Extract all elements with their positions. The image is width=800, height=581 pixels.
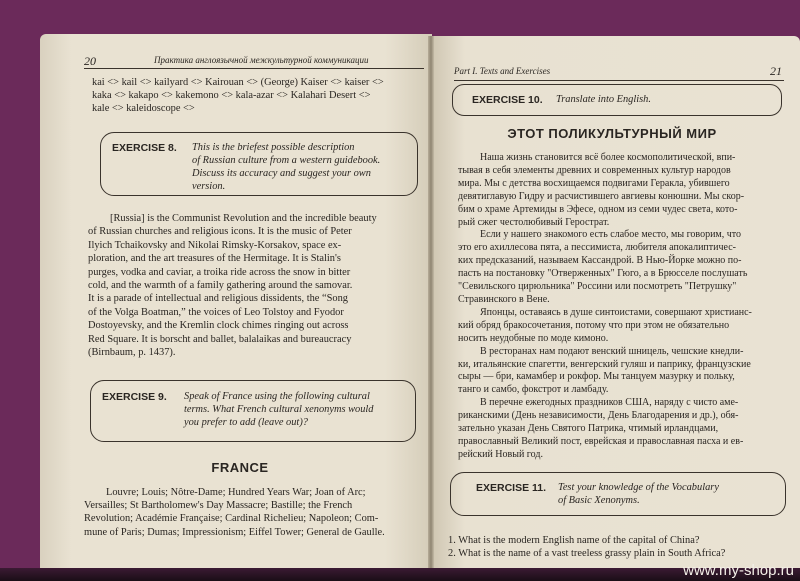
exercise-10-text: Translate into English. xyxy=(556,94,651,105)
right-running-head-title: Part I. Texts and Exercises xyxy=(454,66,551,76)
exercise-11-text: Test your knowledge of the Vocabulary of Basic Xenonyms. xyxy=(558,482,719,506)
left-page-number: 20 xyxy=(84,54,96,68)
black-fold-strip xyxy=(0,568,800,581)
intro-line: kale <> kaleidoscope <> xyxy=(92,103,195,115)
right-running-head xyxy=(454,66,784,81)
left-running-head xyxy=(84,54,424,69)
question-item: 1. What is the modern English name of the capital of China? xyxy=(448,535,700,546)
page-gutter-shadow xyxy=(428,36,434,581)
left-running-head-title: Практика англоязычной межкультурной коммуникации xyxy=(154,55,369,65)
paragraph-5: В перечне ежегодных праздников США, наряду с чисто аме- риканскими (День независимости, День Благодарения и др.), обя- зательно указан День Святого Патрика, чтимый ирландцами, православный Великий пост, еврейская и православная пасха и ев- рейский Новый год. xyxy=(458,397,744,460)
russian-text xyxy=(458,152,792,462)
shop-watermark: www.my-shop.ru xyxy=(683,562,794,579)
multicultural-heading: ЭТОТ ПОЛИКУЛЬТУРНЫЙ МИР xyxy=(507,126,717,141)
intro-line: kaka <> kakapo <> kakemono <> kala-azar <> Kalahari Desert <> xyxy=(92,90,371,102)
intro-lines xyxy=(92,76,422,116)
paragraph-2: Если у нашего знакомого есть слабое место, мы говорим, что это его ахиллесова пята, а пессимиста, любителя апокалиптичес- ких предсказаний, называем Кассандрой. В Нью-Йорке можно по- пасть на постановку "Отверженных" Гюго, а в Брюсселе послушать "Севильского цирюльника" Россини или посмотреть "Петрушку" Стравинского в Вене. xyxy=(458,229,748,305)
paragraph-1: Наша жизнь становится всё более космополитической, впи- тывая в себя элементы древних и современных культур народов мира. Мы с детства восхищаемся подвигами Геракла, убившего девятиглавую Гидру и расчистившего авгиевы конюшни. Мы скор- бим о храме Артемиды в Эфесе, одном из семи чудес света, кото- рый сжег честолюбивый Герострат. xyxy=(458,152,745,228)
france-heading: FRANCE xyxy=(211,460,269,475)
vocabulary-questions xyxy=(448,534,796,560)
left-page xyxy=(40,34,432,581)
russia-paragraph: [Russia] is the Communist Revolution and the incredible beauty of Russian churches and religious icons. It is the music of Peter Ilyich Tchaikovsky and Nikolai Rimsky-Korsakov, space ex- ploration, and the art treasures of the Hermitage. It is Stalin's purges, vodka and caviar, a troika ride across the snow in bitter cold, and the warmth of a family gathering around the samovar. It is a parade of intellectual and religious dissidents, the “Song of the Volga Boatman,” the voices of Leo Tolstoy and Fyodor Dostoyevsky, and the Kremlin clock chimes ringing out across Red Square. It is borscht and ballet, balalaikas and bureaucracy (Birnbaum, p. 1437). xyxy=(88,213,377,359)
exercise-11-label: EXERCISE 11. xyxy=(476,482,547,494)
question-item: 2. What is the name of a vast treeless grassy plain in South Africa? xyxy=(448,548,726,560)
exercise-8-text: This is the briefest possible description of Russian culture from a western guidebook. Discuss its accuracy and suggest your own version. xyxy=(192,142,381,192)
exercise-9-label: EXERCISE 9. xyxy=(102,391,167,403)
paragraph-4: В ресторанах нам подают венский шницель, чешские кнедли- ки, итальянские спагетти, венгерский гуляш и паприку, французские сыры — бри, камамбер и рокфор. Мы танцуем мазурку и польку, танго и самбо, фокстрот и ламбаду. xyxy=(458,345,751,396)
right-page xyxy=(432,36,800,581)
exercise-8-label: EXERCISE 8. xyxy=(112,142,177,154)
paragraph-3: Японцы, оставаясь в душе синтоистами, совершают христианс- кий обряд бракосочетания, потому что при этом не обязательно носить неудобные по моде кимоно. xyxy=(458,306,752,344)
france-terms: Louvre; Louis; Nôtre-Dame; Hundred Years War; Joan of Arc; Versailles; St Bartholomew's Day Massacre; Bastille; the French Revolution; Académie Française; Cardinal Richelieu; Napoleon; Com- mune of Paris; Dumas; Impressionism; Eiffel Tower; General de Gaulle. xyxy=(84,487,385,538)
intro-line: kai <> kail <> kailyard <> Kairouan <> (George) Kaiser <> kaiser <> xyxy=(92,77,384,88)
exercise-10-label: EXERCISE 10. xyxy=(472,94,543,106)
right-page-number: 21 xyxy=(770,64,782,78)
exercise-9-text: Speak of France using the following cultural terms. What French cultural xenonyms would you prefer to add (leave out)? xyxy=(184,391,374,428)
